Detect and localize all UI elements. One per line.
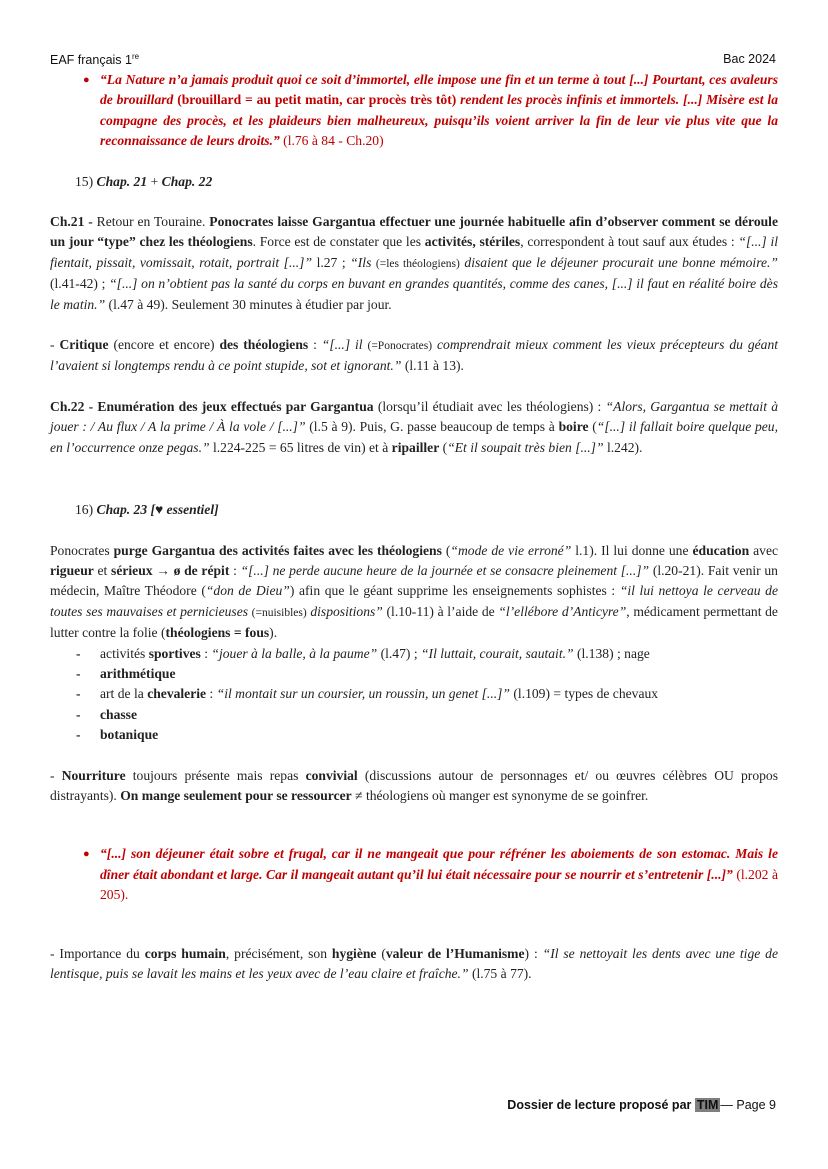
list-item: - chasse bbox=[100, 705, 778, 725]
nourriture-paragraph: - Nourriture toujours présente mais repas convivial (discussions autour de personnages et/ ou œuvres célèbres OU propos distrayants). On mange seulement pour se ressourcer ≠ théologiens où manger est synonyme de se goinfrer. bbox=[50, 767, 779, 803]
section-15-heading: 15) Chap. 21 + Chap. 22 bbox=[75, 173, 213, 189]
header-right: Bac 2024 bbox=[723, 52, 776, 66]
page-content bbox=[50, 70, 778, 984]
critique-paragraph: - Critique (encore et encore) des théologiens : “[...] il (=Ponocrates) comprendrait mieux comment les vieux précepteurs du géant l’avaient si longtemps rendu à ce point stupide, sot et ignorant.” (l.11 à 13). bbox=[50, 337, 779, 374]
author-tag: TIM bbox=[696, 1098, 719, 1112]
quote-meals: ● “[...] son déjeuner était sobre et frugal, car il ne mangeait que pour réfréner les aboiements de son estomac. Mais le dîner était abondant et large. Car il mangeait autant qu’il lui était nécessaire pour se nourrir et s’entretenir [...]” (l.202 à 205). bbox=[50, 844, 778, 905]
list-item: - art de la chevalerie : “il montait sur un coursier, un roussin, un genet [...]” (l.109) = types de chevaux bbox=[100, 684, 778, 704]
list-item: - botanique bbox=[100, 725, 778, 745]
hygiene-paragraph: - Importance du corps humain, précisément, son hygiène (valeur de l’Humanisme) : “Il se nettoyait les dents avec une tige de lentisque, puis se lavait les mains et les yeux avec de l’eau claire et fraîche.” (l.75 à 77). bbox=[50, 945, 779, 981]
list-item: - activités sportives : “jouer à la balle, à la paume” (l.47) ; “Il luttait, courait, sautait.” (l.138) ; nage bbox=[100, 644, 778, 664]
ch22-paragraph: Ch.22 - Enumération des jeux effectués par Gargantua (lorsqu’il étudiait avec les théologiens) : “Alors, Gargantua se mettait à jouer : / Au flux / A la prime / À la vole / [...]” (l.5 à 9). Puis, G. passe beaucoup de temps à boire (“[...] il fallait boire quelque peu, en l’occurrence onze pegas.” l.224-225 = 65 litres de vin) et à ripailler (“Et il soupait très bien [...]” l.242). bbox=[50, 398, 779, 455]
list-item: - arithmétique bbox=[100, 664, 778, 684]
page-footer: Dossier de lecture proposé par TIM — Page 9 bbox=[507, 1098, 776, 1112]
header-left: EAF français 1re bbox=[50, 52, 140, 68]
activities-list bbox=[50, 644, 778, 746]
section-16-heading: 16) Chap. 23 [♥ essentiel] bbox=[75, 502, 219, 518]
quote-ch20: ● “La Nature n’a jamais produit quoi ce soit d’immortel, elle impose une fin et un terme à tout [...] Pourtant, ces avaleurs de brouillard (brouillard = au petit matin, car procès très tôt) rendent les procès infinis et immortels. [...] Misère est la compagne des procès, et les plaideurs bien malheureux, puisqu’ils voient arriver la fin de leur vie plus vite que la reconnaissance de leurs droits.” (l.76 à 84 - Ch.20) bbox=[50, 70, 778, 152]
ch23-paragraph: Ponocrates purge Gargantua des activités faites avec les théologiens (“mode de vie erroné” l.1). Il lui donne une éducation avec rigueur et sérieux → ø de répit : “[...] ne perde aucune heure de la journée et se consacre pleinement [...]” (l.20-21). Fait venir un médecin, Maître Théodore (“don de Dieu”) afin que le géant supprime les enseignements sophistes : “il lui nettoya le cerveau de toutes ses mauvaises et pernicieuses (=nuisibles) dispositions” (l.10-11) à l’aide de “l’ellébore d’Anticyre”, médicament permettant de lutter contre la folie (théologiens = fous). bbox=[50, 542, 779, 641]
ch21-paragraph: Ch.21 - Retour en Touraine. Ponocrates laisse Gargantua effectuer une journée habituelle afin d’observer comment se déroule un jour “type” chez les théologiens. Force est de constater que les activités, stériles, correspondent à tout sauf aux études : “[...] il fientait, pissait, vomissait, rotait, portrait [...]” l.27 ; “Ils (=les théologiens) disaient que le déjeuner procurait une bonne mémoire.” (l.41-42) ; “[...] on n’obtient pas la santé du corps en buvant en grandes quantités, comme des canes, [...] il faut en réalité boire dès le matin.” (l.47 à 49). Seulement 30 minutes à étudier par jour. bbox=[50, 214, 779, 312]
